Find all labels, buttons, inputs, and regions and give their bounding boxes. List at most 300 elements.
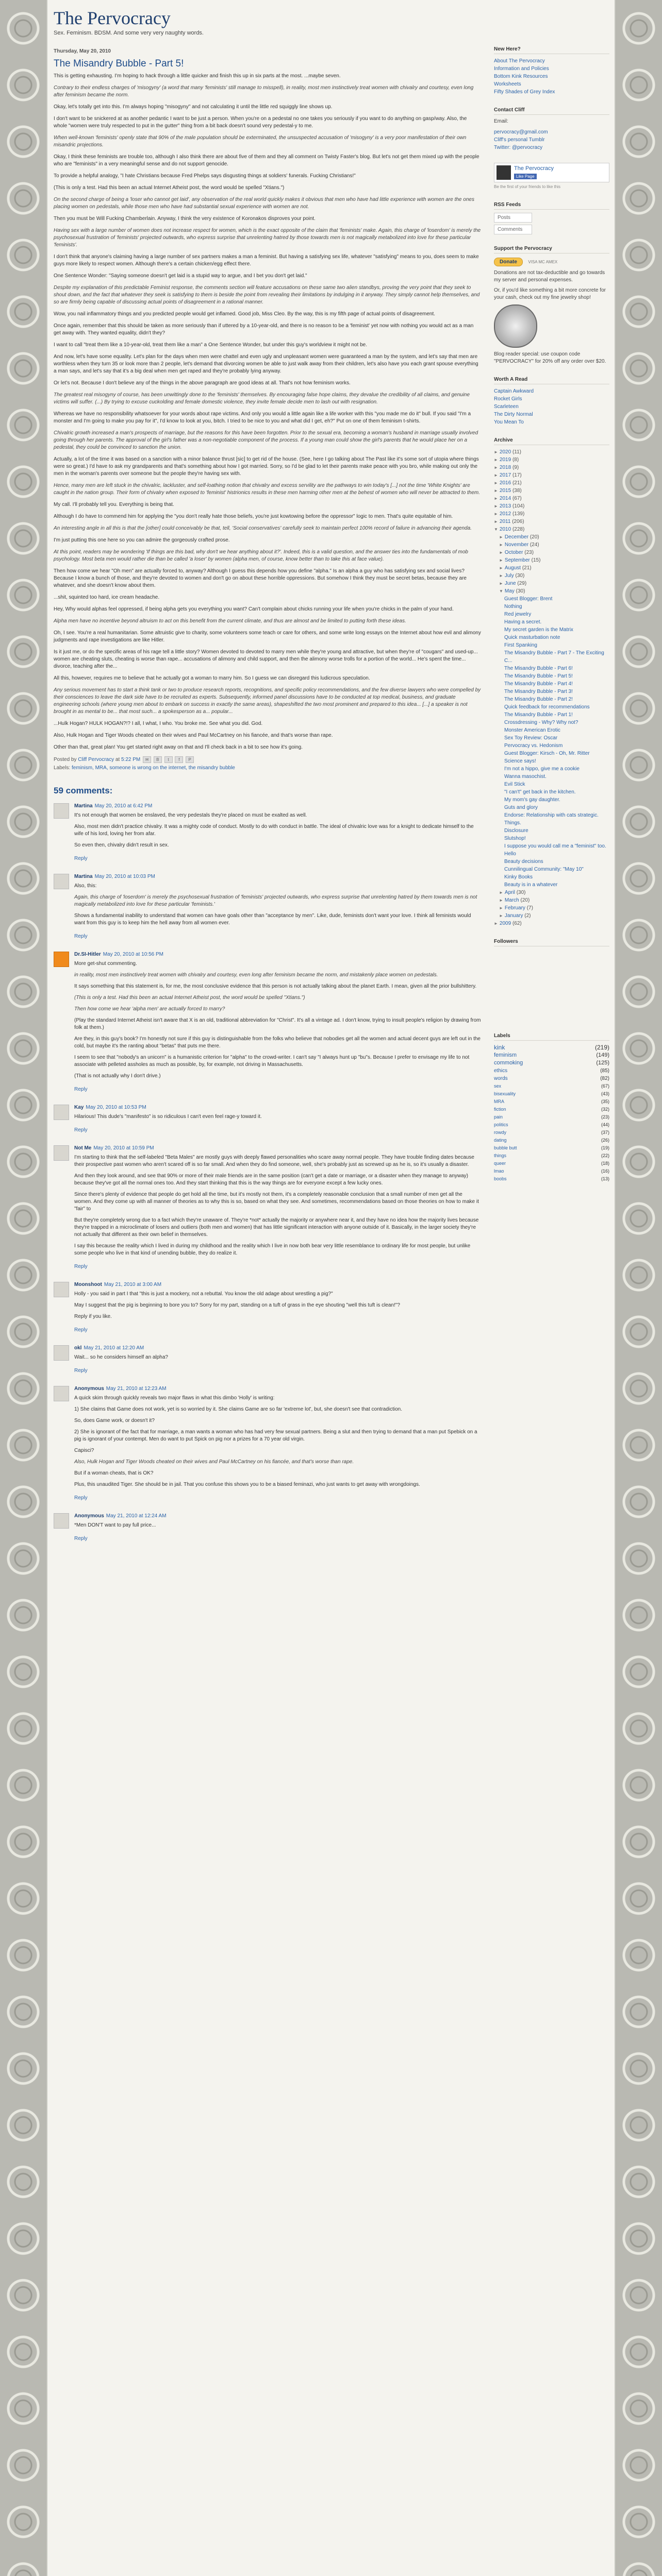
label-item[interactable] <box>494 1152 609 1160</box>
new-here-link[interactable]: About The Pervocracy <box>494 58 545 64</box>
collapsed-triangle-icon[interactable]: ► <box>494 504 498 509</box>
contact-links <box>494 136 609 151</box>
archive-item[interactable] <box>494 881 609 889</box>
comment-date[interactable]: May 21, 2010 at 12:23 AM <box>106 1386 167 1392</box>
label-link[interactable]: pain <box>494 1114 503 1120</box>
archive-label[interactable]: 2014 <box>499 496 511 501</box>
archive-label[interactable]: The Misandry Bubble - Part 2! <box>504 697 573 702</box>
comment-quote: Again, this charge of 'loserdom' is merely the psychosexual frustration of 'feminists' projected outwards, who express surprise that unrelenting hatred by them towards men is not magically metabolized into love for these particular 'feminists.' <box>74 894 477 907</box>
archive-item[interactable] <box>494 533 609 541</box>
comment-text: And then they look around, and see that 90% or more of their male friends are in the same position (can't get a date or marriage, or a disaster when they manage to anyway) because they've got all the normal ones too. And they start thinking that this is the way things are for everyone except a few lucky ones. <box>74 1173 469 1186</box>
archive-label[interactable]: 2011 <box>499 519 511 524</box>
label-link[interactable]: kink <box>494 1044 505 1051</box>
archive-item[interactable] <box>494 866 609 873</box>
archive-item[interactable] <box>494 618 609 626</box>
post-paragraph: My call. I'll probably tell you. Everything is being that. <box>54 502 174 507</box>
support-text-3: Blog reader special: use coupon code "PERVOCRACY" for 20% off any order over $20. <box>494 351 606 364</box>
archive-label[interactable]: Pervocracy vs. Hedonism <box>504 743 563 749</box>
new-here-link[interactable]: Worksheets <box>494 81 521 87</box>
archive-item[interactable] <box>494 781 609 788</box>
collapsed-triangle-icon[interactable]: ► <box>499 535 503 539</box>
post-paragraph: All this, however, requires me to believe that he actually got a woman to marry him. So I guess we can disregard this ludicrous speculation. <box>54 675 370 681</box>
archive-label[interactable]: 2009 <box>499 921 511 926</box>
archive-item[interactable] <box>494 495 609 502</box>
archive-item[interactable] <box>494 471 609 479</box>
archive-label[interactable]: Quick feedback for recommendations <box>504 704 590 710</box>
archive-label[interactable]: Guest Blogger: Kirsch - Oh, Mr. Ritter <box>504 751 590 756</box>
label-item[interactable] <box>494 1052 609 1059</box>
archive-item[interactable] <box>494 765 609 773</box>
label-count: (149) <box>596 1052 609 1058</box>
label-item[interactable] <box>494 1175 609 1183</box>
comment-author[interactable]: Moonshoot <box>74 1282 102 1287</box>
archive-item[interactable] <box>494 688 609 696</box>
archive-label[interactable]: Crossdressing - Why? Why not? <box>504 720 578 725</box>
archive-label[interactable]: February <box>504 905 525 911</box>
label-link[interactable]: rowdy <box>494 1130 507 1135</box>
label-link[interactable]: fiction <box>494 1107 506 1112</box>
label-item[interactable] <box>494 1098 609 1106</box>
comments-title: 59 comments: <box>54 786 113 795</box>
archive-item[interactable] <box>494 904 609 912</box>
archive-label[interactable]: 2017 <box>499 472 511 478</box>
label-item[interactable] <box>494 1106 609 1113</box>
blogroll-link[interactable]: You Mean To <box>494 419 524 425</box>
archive-item[interactable] <box>494 773 609 781</box>
archive-label[interactable]: Disclosure <box>504 828 528 834</box>
reply-link[interactable]: Reply <box>74 1264 88 1269</box>
twitter-icon[interactable]: t <box>164 756 173 763</box>
blogroll-link[interactable]: The Dirty Normal <box>494 412 533 417</box>
collapsed-triangle-icon[interactable]: ► <box>499 558 503 563</box>
label-item[interactable] <box>494 1160 609 1167</box>
comment-quote: Also, Hulk Hogan and Tiger Woods cheated on their wives and Paul McCartney on his fiancée, and that's worse than rape. <box>74 1459 354 1465</box>
label-link[interactable]: politics <box>494 1122 508 1127</box>
collapsed-triangle-icon[interactable]: ► <box>494 465 498 470</box>
label-link[interactable]: commoking <box>494 1060 523 1066</box>
reply-link[interactable]: Reply <box>74 1495 88 1501</box>
collapsed-triangle-icon[interactable]: ► <box>494 481 498 485</box>
archive-item[interactable] <box>494 556 609 564</box>
archive-item[interactable] <box>494 835 609 842</box>
avatar[interactable] <box>54 874 69 889</box>
archive-label[interactable]: 2019 <box>499 457 511 463</box>
label-item[interactable] <box>494 1137 609 1144</box>
archive-item[interactable] <box>494 456 609 464</box>
archive-label[interactable]: 2013 <box>499 503 511 509</box>
archive-item[interactable] <box>494 726 609 734</box>
reply-link[interactable]: Reply <box>74 856 88 861</box>
comment <box>54 803 482 862</box>
comment-header <box>74 1386 482 1392</box>
comment-text: Also, this: <box>74 883 97 889</box>
blog-description: Sex. Feminism. BDSM. And some very very naughty words. <box>54 30 204 36</box>
archive-label[interactable]: The Misandry Bubble - Part 3! <box>504 689 573 694</box>
archive-item[interactable] <box>494 665 609 672</box>
reply-link[interactable]: Reply <box>74 1087 88 1092</box>
post-time-link[interactable]: 5:22 PM <box>121 757 141 762</box>
archive-label[interactable]: 2010 <box>499 527 511 532</box>
archive-item[interactable] <box>494 634 609 641</box>
blogthis-icon[interactable]: B <box>154 756 162 763</box>
archive-label[interactable]: 2015 <box>499 488 511 494</box>
comment-date[interactable]: May 21, 2010 at 3:00 AM <box>104 1282 162 1287</box>
archive-label[interactable]: 2020 <box>499 449 511 455</box>
archive-item[interactable] <box>494 587 609 595</box>
comment-date[interactable]: May 21, 2010 at 12:20 AM <box>84 1345 144 1351</box>
archive-label[interactable]: The Misandry Bubble - Part 1! <box>504 712 573 718</box>
label-item[interactable] <box>494 1121 609 1129</box>
comment-author[interactable]: Anonymous <box>74 1513 104 1519</box>
post-paragraph: To provide a helpful analogy, "I hate Christians because Fred Phelps says disgusting things at soldiers' funerals. Fucking Christians!" <box>54 173 356 179</box>
label-link[interactable]: dating <box>494 1138 507 1143</box>
archive-label[interactable]: My mom's gay daughter. <box>504 797 560 803</box>
comment-text: Plus, this unaudited Tiger. She should be in jail. That you confuse this shows you to be a biased feminazi, who just wants to get away with wrongdoings. <box>74 1482 420 1487</box>
comment-author[interactable]: Kay <box>74 1105 84 1110</box>
archive-label[interactable]: Having a secret. <box>504 619 542 625</box>
archive-label[interactable]: The Misandry Bubble - Part 5! <box>504 673 573 679</box>
label-link[interactable]: things <box>494 1153 507 1158</box>
collapsed-triangle-icon[interactable]: ► <box>499 543 503 547</box>
archive-item[interactable] <box>494 479 609 487</box>
archive-item[interactable] <box>494 572 609 580</box>
label-item[interactable] <box>494 1044 609 1052</box>
archive-label[interactable]: April <box>504 890 515 895</box>
donate-button[interactable]: Donate <box>494 258 523 266</box>
archive-label[interactable]: Guest Blogger: Brent <box>504 596 553 602</box>
jewelry-image[interactable] <box>494 304 537 348</box>
collapsed-triangle-icon[interactable]: ► <box>494 457 498 462</box>
collapsed-triangle-icon[interactable]: ► <box>494 921 498 926</box>
reply-link[interactable]: Reply <box>74 1536 88 1541</box>
new-here-link[interactable]: Fifty Shades of Grey Index <box>494 89 555 95</box>
archive-item[interactable] <box>494 518 609 526</box>
archive-label[interactable]: Beauty is in a whatever <box>504 882 558 888</box>
archive-item[interactable] <box>494 742 609 750</box>
expanded-triangle-icon[interactable]: ▼ <box>494 527 498 532</box>
expanded-triangle-icon[interactable]: ▼ <box>499 589 503 594</box>
archive-item[interactable] <box>494 526 609 533</box>
comment-date[interactable]: May 20, 2010 at 10:56 PM <box>103 952 163 957</box>
archive-item[interactable] <box>494 889 609 896</box>
reply-link[interactable]: Reply <box>74 1127 88 1133</box>
collapsed-triangle-icon[interactable]: ► <box>499 550 503 555</box>
post-paragraph: Or let's not. Because I don't believe any of the things in the above paragraph are good ideas at all. That's not how feminism works. <box>54 380 351 386</box>
archive-item[interactable] <box>494 448 609 456</box>
facebook-like-button[interactable]: Like Page <box>514 174 537 179</box>
new-here-link[interactable]: Bottom Kink Resources <box>494 74 548 79</box>
archive-label[interactable]: Evil Stick <box>504 782 525 787</box>
comment-header <box>74 874 482 879</box>
comment-header <box>74 1105 482 1110</box>
archive-item[interactable] <box>494 510 609 518</box>
label-link[interactable]: sex <box>494 1083 502 1089</box>
archive-list <box>494 448 609 927</box>
collapsed-triangle-icon[interactable]: ► <box>494 519 498 524</box>
collapsed-triangle-icon[interactable]: ► <box>494 473 498 478</box>
archive-item[interactable] <box>494 873 609 881</box>
archive-label[interactable]: Sex Toy Review: Oscar <box>504 735 558 741</box>
archive-item[interactable] <box>494 541 609 549</box>
comment-text: But if a woman cheats, that is OK? <box>74 1470 154 1476</box>
archive-item[interactable] <box>494 858 609 866</box>
archive-item[interactable] <box>494 696 609 703</box>
label-link[interactable]: bubble butt <box>494 1145 517 1150</box>
archive-label[interactable]: First Spanking <box>504 642 537 648</box>
archive-label[interactable]: The Misandry Bubble - Part 4! <box>504 681 573 687</box>
label-count: (125) <box>596 1060 609 1066</box>
label-count: (43) <box>601 1091 609 1096</box>
rss-feed-dropdown[interactable] <box>494 213 532 223</box>
comment-text: I'm starting to think that the self-labeled "Beta Males" are mostly guys with deeply flawed personalities who scare away normal people. They have trouble finding dates because their prospective past women who aren't scared off is so far small. And when they do find someone, well, she's probably just as screwed up as he is, so it's usually a disaster. <box>74 1155 474 1167</box>
facebook-page-image[interactable] <box>496 165 511 180</box>
archive-label[interactable]: July <box>504 573 514 579</box>
blogroll-link[interactable]: Captain Awkward <box>494 388 534 394</box>
collapsed-triangle-icon[interactable]: ► <box>499 898 503 903</box>
comment-date[interactable]: May 20, 2010 at 10:59 PM <box>93 1145 154 1151</box>
avatar[interactable] <box>54 1345 69 1361</box>
post-paragraph: ...Hulk Hogan? HULK HOGAN?!? I all, I what, I who. You broke me. See what you did. God. <box>54 721 263 726</box>
archive-label[interactable]: Kinky Books <box>504 874 533 880</box>
archive-item[interactable] <box>494 711 609 719</box>
archive-label[interactable]: March <box>504 897 519 903</box>
archive-label[interactable]: January <box>504 913 523 919</box>
card-icons: VISA MC AMEX <box>528 260 558 264</box>
label-item[interactable] <box>494 1129 609 1137</box>
archive-count: (7) <box>526 905 533 911</box>
quoted-paragraph: Any serious movement has to start a think tank or two to produce research reports, recognitions, and specific policy recommendations, and the few diverse lawyers who were compelled by their consciences to leave the dark side have to be recruited as experts. Subsequently, informed panel discussions have to be conducted at top medical, business, and graduate engineering schools (where young men about to embark on success in exactly the same areas), shapeshifted the two most prominent and prepared to this idea... [...] a speaker is not brought in as mental to be... that most such... a spokesperson as a... popular... <box>54 687 481 715</box>
avatar[interactable] <box>54 952 69 967</box>
collapsed-triangle-icon[interactable]: ► <box>499 890 503 895</box>
archive-label[interactable]: Guts and glory <box>504 805 538 810</box>
archive-item[interactable] <box>494 920 609 927</box>
archive-item[interactable] <box>494 703 609 711</box>
label-item[interactable] <box>494 1144 609 1152</box>
blog-title[interactable]: The Pervocracy <box>54 8 171 28</box>
support-section <box>494 246 609 365</box>
comment-header <box>74 1513 482 1519</box>
background-left-knots <box>0 0 46 2576</box>
label-item[interactable] <box>494 1075 609 1082</box>
archive-item[interactable] <box>494 896 609 904</box>
archive-item[interactable] <box>494 680 609 688</box>
archive-label[interactable]: August <box>504 565 521 571</box>
collapsed-triangle-icon[interactable]: ► <box>499 906 503 910</box>
archive-item[interactable] <box>494 564 609 572</box>
collapsed-triangle-icon[interactable]: ► <box>494 488 498 493</box>
archive-item[interactable] <box>494 750 609 757</box>
rss-heading: RSS Feeds <box>494 202 609 210</box>
quoted-paragraph: An interesting angle in all this is that the [other] could conceivably be that, tell, 'Social conservatives' carefully seek to maintain perfect 100% record of failure in advancing their agenda. <box>54 526 472 531</box>
label-count: (22) <box>601 1153 609 1158</box>
avatar[interactable] <box>54 1386 69 1401</box>
new-here-heading: New Here? <box>494 46 609 54</box>
archive-item[interactable] <box>494 796 609 804</box>
comment-author[interactable]: Martina <box>74 874 93 879</box>
reply-link[interactable]: Reply <box>74 1368 88 1374</box>
email-icon[interactable]: ✉ <box>143 756 151 763</box>
archive-label[interactable]: I'm not a hippo, give me a cookie <box>504 766 580 772</box>
comment-text: 1) She claims that Game does not work, yet is so worried by it. She claims Game are so far 'extreme lot', but, she doesn't see that contradiction. <box>74 1406 403 1412</box>
archive-item[interactable] <box>494 734 609 742</box>
label-link[interactable]: lmao <box>494 1168 504 1174</box>
label-count: (32) <box>601 1107 609 1112</box>
label-item[interactable] <box>494 1167 609 1175</box>
comment-date[interactable]: May 21, 2010 at 12:24 AM <box>106 1513 167 1519</box>
comment-author[interactable]: okl <box>74 1345 82 1351</box>
archive-label[interactable]: Red jewelry <box>504 612 532 617</box>
label-link[interactable]: feminism <box>494 1052 517 1058</box>
post-paragraph: Is it just me, or do the specific areas of his rage tell a little story? Women devoted to devoted to marry men while they're young and attractive, but when they're of "cougars" and used-up... women are cheating sluts, cheating is worse than rape... accusations of alimony and child support, and then the alimony worse trolls for a portion of the world... He's spent the time... divorce, teaching after the... <box>54 649 478 669</box>
archive-label[interactable]: Slutshop! <box>504 836 526 841</box>
archive-item[interactable] <box>494 811 609 827</box>
archive-item[interactable] <box>494 788 609 796</box>
avatar[interactable] <box>54 1513 69 1529</box>
collapsed-triangle-icon[interactable]: ► <box>494 512 498 516</box>
comment-date[interactable]: May 20, 2010 at 10:53 PM <box>86 1105 146 1110</box>
comment-quote: (This is only a test. Had this been an actual Internet Atheist post, the word would be spelled "Xtians.") <box>74 995 305 1001</box>
comment-author[interactable]: Not Me <box>74 1145 92 1151</box>
archive-label[interactable]: 2018 <box>499 465 511 470</box>
pinterest-icon[interactable]: P <box>186 756 194 763</box>
archive-count: (17) <box>512 472 522 478</box>
rss-feed-dropdown[interactable] <box>494 225 532 234</box>
reply-link[interactable]: Reply <box>74 934 88 939</box>
archive-item[interactable] <box>494 603 609 611</box>
archive-item[interactable] <box>494 804 609 811</box>
archive-item[interactable] <box>494 649 609 665</box>
archive-count: (8) <box>512 457 519 463</box>
facebook-page-name[interactable]: The Pervocracy <box>514 165 554 172</box>
label-link[interactable]: words <box>494 1076 508 1081</box>
facebook-icon[interactable]: f <box>175 756 183 763</box>
rss-feed-label: Comments <box>498 227 523 232</box>
collapsed-triangle-icon[interactable]: ► <box>499 913 503 918</box>
archive-label[interactable]: October <box>504 550 523 555</box>
label-item[interactable] <box>494 1090 609 1098</box>
email-link[interactable]: pervocracy@gmail.com <box>494 129 548 135</box>
blogroll-link[interactable]: Scarleteen <box>494 404 519 410</box>
archive-label[interactable]: November <box>504 542 529 548</box>
archive-count: (21) <box>522 565 532 571</box>
labels-prefix: Labels: <box>54 765 71 771</box>
archive-item[interactable] <box>494 912 609 920</box>
reply-link[interactable]: Reply <box>74 1327 88 1333</box>
archive-label[interactable]: I suppose you would call me a "feminist" too. Hello <box>504 843 606 857</box>
archive-item[interactable] <box>494 549 609 556</box>
collapsed-triangle-icon[interactable]: ► <box>499 581 503 586</box>
comment-date[interactable]: May 20, 2010 at 10:03 PM <box>94 874 155 879</box>
label-link[interactable]: boobs <box>494 1176 507 1181</box>
label-item[interactable] <box>494 1113 609 1121</box>
archive-label[interactable]: December <box>504 534 529 540</box>
post-labels[interactable]: feminism, MRA, someone is wrong on the internet, the misandry bubble <box>72 765 235 771</box>
collapsed-triangle-icon[interactable]: ► <box>499 573 503 578</box>
collapsed-triangle-icon[interactable]: ► <box>499 566 503 570</box>
archive-label[interactable]: Quick masturbation note <box>504 635 560 640</box>
archive-label[interactable]: 2012 <box>499 511 511 517</box>
collapsed-triangle-icon[interactable]: ► <box>494 496 498 501</box>
archive-item[interactable] <box>494 464 609 471</box>
archive-label[interactable]: Monster American Erotic <box>504 727 560 733</box>
archive-label[interactable]: The Misandry Bubble - Part 7 - The Exciting C... <box>504 650 604 664</box>
post-paragraph: I want to call "treat them like a 10-year-old, treat them like a man" a One Sentence Wonder, but under this guy's worldview it might not be. <box>54 342 368 348</box>
archive-label[interactable]: May <box>504 588 515 594</box>
comment <box>54 874 482 940</box>
archive-label[interactable]: 2016 <box>499 480 511 486</box>
archive-label[interactable]: September <box>504 557 530 563</box>
label-link[interactable]: queer <box>494 1161 506 1166</box>
avatar[interactable] <box>54 1105 69 1120</box>
archive-item[interactable] <box>494 611 609 618</box>
label-link[interactable]: ethics <box>494 1068 508 1074</box>
archive-label[interactable]: Endorse: Relationship with cats strategic. Things. <box>504 812 599 826</box>
archive-label[interactable]: Nothing <box>504 604 522 609</box>
collapsed-triangle-icon[interactable]: ► <box>494 450 498 454</box>
label-item[interactable] <box>494 1067 609 1075</box>
blogroll-link[interactable]: Rocket Girls <box>494 396 522 402</box>
archive-item[interactable] <box>494 626 609 634</box>
archive-item[interactable] <box>494 487 609 495</box>
archive-item[interactable] <box>494 502 609 510</box>
archive-label[interactable]: June <box>504 581 516 586</box>
label-link[interactable]: MRA <box>494 1099 504 1104</box>
archive-label[interactable]: Wanna masochist. <box>504 774 547 779</box>
post-author-link[interactable]: Cliff Pervocracy <box>78 757 114 762</box>
comment-author[interactable]: Martina <box>74 803 93 809</box>
archive-item[interactable] <box>494 842 609 858</box>
contact-link[interactable]: Twitter: @pervocracy <box>494 145 543 150</box>
post-paragraph: Once again, remember that this should be taken as more seriously than if uttered by a 10-year-old, and there is no reason to be a 'feminist' yet now with nothing you would act as a man get away with. They wanted equality, didn't they? <box>54 323 474 336</box>
archive-label[interactable]: Beauty decisions <box>504 859 543 865</box>
label-count: (26) <box>601 1138 609 1143</box>
archive-item[interactable] <box>494 641 609 649</box>
comment <box>54 1282 482 1334</box>
quoted-paragraph: Having sex with a large number of women does not increase respect for women, which is the exact opposite of the claim that 'feminists' make. Again, this charge of 'loserdom' is merely the psychosexual frustration of 'feminists' projected outwards, who express surprise that unrelenting hatred by those towards men is not magically metabolized into love for these particular 'feminists'. <box>54 228 481 248</box>
archive-item[interactable] <box>494 580 609 587</box>
archive-label[interactable]: My secret garden is the Matrix <box>504 627 573 633</box>
archive-item[interactable] <box>494 595 609 603</box>
avatar[interactable] <box>54 1282 69 1297</box>
avatar[interactable] <box>54 803 69 819</box>
comment-author[interactable]: Anonymous <box>74 1386 104 1392</box>
label-link[interactable]: bisexuality <box>494 1091 516 1096</box>
archive-label[interactable]: Science says! <box>504 758 536 764</box>
post-title[interactable]: The Misandry Bubble - Part 5! <box>54 58 184 69</box>
comment-text: Reply if you like. <box>74 1314 112 1319</box>
archive-label[interactable]: Cunnilingual Community: "May 10" <box>504 867 584 872</box>
archive-item[interactable] <box>494 672 609 680</box>
archive-item[interactable] <box>494 719 609 726</box>
post-paragraph: Okay, let's totally get into this. I'm always hoping "misogyny" and not calculating it until the little red squiggly line shows up. <box>54 104 333 110</box>
contact-link[interactable]: Cliff's personal Tumblr <box>494 137 545 143</box>
archive-item[interactable] <box>494 827 609 835</box>
label-item[interactable] <box>494 1059 609 1067</box>
archive-count: (62) <box>512 921 522 926</box>
new-here-link[interactable]: Information and Policies <box>494 66 549 72</box>
comment-author[interactable]: Dr.SI-Hitler <box>74 952 101 957</box>
label-count: (16) <box>601 1168 609 1174</box>
avatar[interactable] <box>54 1145 69 1161</box>
archive-item[interactable] <box>494 757 609 765</box>
comment-date[interactable]: May 20, 2010 at 6:42 PM <box>94 803 153 809</box>
label-item[interactable] <box>494 1082 609 1090</box>
archive-count: (38) <box>512 488 522 494</box>
archive-label[interactable]: "I can't" get back in the kitchen. <box>504 789 576 795</box>
comment-text: Are they, in this guy's book? I'm honestly not sure if this guy is distinguishable from the folks who believe that nobodies get all the women and actual decent guys are left out in the cold, but maybe it's the ranting about "betas" that puts me there. <box>74 1036 481 1049</box>
archive-label[interactable]: The Misandry Bubble - Part 6! <box>504 666 573 671</box>
label-count: (37) <box>601 1130 609 1135</box>
